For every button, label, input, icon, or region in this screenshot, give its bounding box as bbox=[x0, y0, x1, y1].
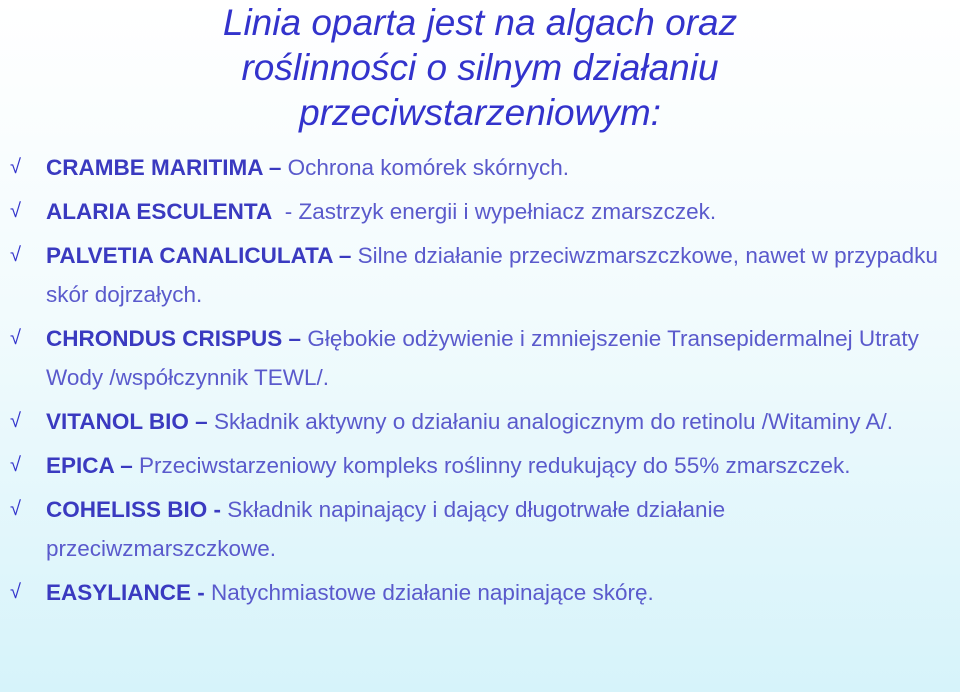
ingredient-name: PALVETIA CANALICULATA bbox=[46, 243, 333, 268]
checkmark-icon: √ bbox=[10, 581, 21, 603]
list-item bbox=[10, 319, 950, 397]
title-line-3: przeciwstarzeniowym: bbox=[299, 92, 661, 133]
ingredient-description: Przeciwstarzeniowy kompleks roślinny redukujący do 55% zmarszczek. bbox=[138, 453, 851, 478]
checkmark-icon: √ bbox=[10, 200, 21, 222]
ingredient-description: Głębokie odżywienie i zmniejszenie Transepidermalnej Utraty Wody /współczynnik TEWL/. bbox=[46, 326, 919, 390]
ingredient-name: ALARIA ESCULENTA bbox=[46, 199, 273, 224]
separator: – bbox=[262, 155, 288, 180]
separator: – bbox=[113, 453, 139, 478]
list-item bbox=[10, 236, 950, 314]
checkmark-icon: √ bbox=[10, 454, 21, 476]
separator: – bbox=[282, 326, 308, 351]
ingredient-name: CHRONDUS CRISPUS bbox=[46, 326, 283, 351]
ingredient-description: Składnik aktywny o działaniu analogicznym do retinolu /Witaminy A/. bbox=[213, 409, 894, 434]
title-line-1: Linia oparta jest na algach oraz bbox=[222, 2, 738, 43]
list-item bbox=[10, 573, 950, 612]
ingredient-description: Natychmiastowe działanie napinające skórę. bbox=[211, 580, 654, 605]
ingredient-name: COHELISS BIO bbox=[46, 497, 208, 522]
separator: – bbox=[332, 243, 358, 268]
ingredient-name: EASYLIANCE bbox=[46, 580, 192, 605]
checkmark-icon: √ bbox=[10, 156, 21, 178]
ingredient-description: Składnik napinający i dający długotrwałe działanie przeciwzmarszczkowe. bbox=[46, 497, 726, 561]
list-item bbox=[10, 192, 950, 231]
ingredient-description: Silne działanie przeciwzmarszczkowe, nawet w przypadku skór dojrzałych. bbox=[46, 243, 938, 307]
checkmark-icon: √ bbox=[10, 410, 21, 432]
separator: - bbox=[191, 580, 212, 605]
list-item bbox=[10, 148, 950, 187]
list-item bbox=[10, 490, 950, 568]
checkmark-icon: √ bbox=[10, 327, 21, 349]
separator: - bbox=[207, 497, 228, 522]
title-line-2: roślinności o silnym działaniu bbox=[241, 47, 719, 88]
ingredient-name: CRAMBE MARITIMA bbox=[46, 155, 263, 180]
ingredient-description: Ochrona komórek skórnych. bbox=[287, 155, 570, 180]
ingredient-name: EPICA bbox=[46, 453, 114, 478]
slide-title bbox=[0, 0, 960, 135]
separator: – bbox=[188, 409, 214, 434]
list-item bbox=[10, 402, 950, 441]
separator: - bbox=[272, 199, 299, 224]
ingredient-name: VITANOL BIO bbox=[46, 409, 189, 434]
list-item bbox=[10, 446, 950, 485]
checkmark-icon: √ bbox=[10, 498, 21, 520]
ingredient-description: Zastrzyk energii i wypełniacz zmarszczek. bbox=[298, 199, 717, 224]
ingredient-list bbox=[10, 148, 950, 617]
checkmark-icon: √ bbox=[10, 244, 21, 266]
